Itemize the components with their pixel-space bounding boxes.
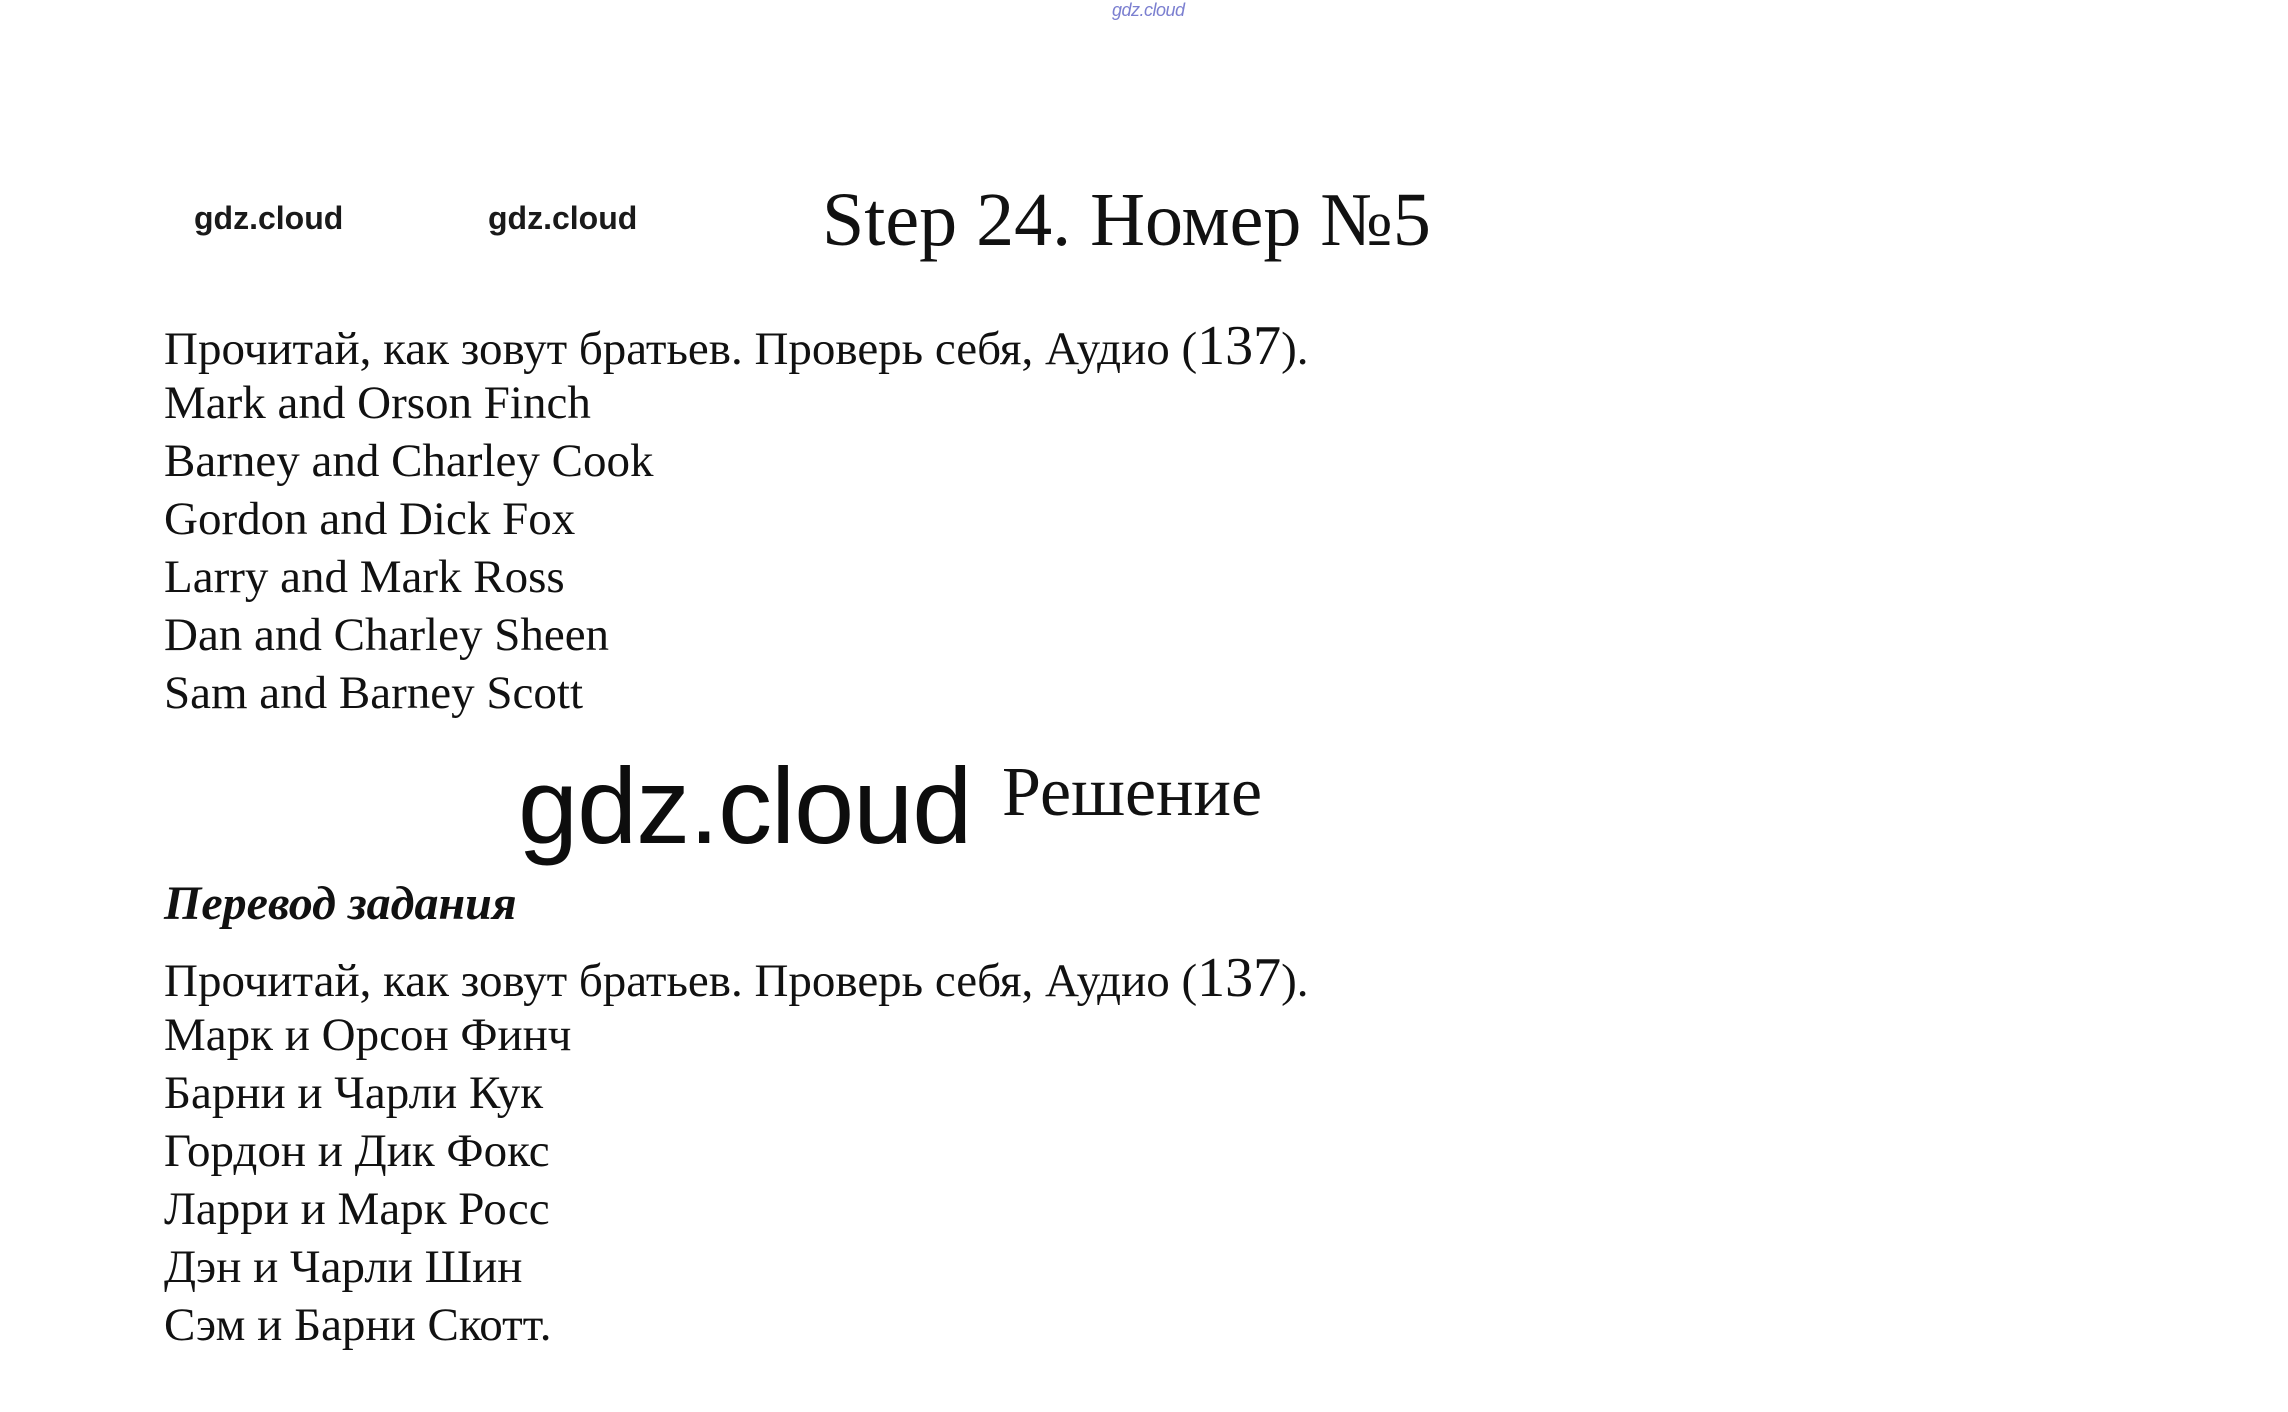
task-name-line-1: Mark and Orson Finch (164, 377, 591, 429)
task-name-line-4: Larry and Mark Ross (164, 551, 565, 603)
task-instruction-suffix: ). (1281, 323, 1309, 375)
watermark-small-left: gdz.cloud (194, 200, 344, 236)
task-instruction-prefix: Прочитай, как зовут братьев. Проверь себя, Аудио ( (164, 323, 1198, 375)
task-name-line-3: Gordon and Dick Fox (164, 493, 576, 545)
task-name-line-6: Sam and Barney Scott (164, 667, 584, 719)
translation-name-line-3: Гордон и Дик Фокс (164, 1125, 550, 1177)
translation-name-line-2: Барни и Чарли Кук (164, 1067, 544, 1119)
translation-instruction-suffix: ). (1281, 955, 1309, 1007)
translation-instruction (164, 947, 1309, 1009)
task-instruction-number: 137 (1197, 315, 1282, 377)
translation-name-line-6: Сэм и Барни Скотт. (164, 1299, 552, 1351)
translation-name-line-5: Дэн и Чарли Шин (164, 1241, 523, 1293)
task-instruction (164, 315, 1309, 377)
translation-heading: Перевод задания (164, 877, 517, 930)
solution-heading: Решение (1002, 754, 1263, 831)
translation-name-line-1: Марк и Орсон Финч (164, 1009, 572, 1061)
task-name-line-2: Barney and Charley Cook (164, 435, 654, 487)
translation-instruction-number: 137 (1197, 947, 1282, 1009)
watermark-large: gdz.cloud (518, 745, 972, 866)
watermark-small-right: gdz.cloud (488, 200, 638, 236)
task-name-line-5: Dan and Charley Sheen (164, 609, 610, 661)
watermark-top: gdz.cloud (1112, 0, 1185, 20)
translation-name-line-4: Ларри и Марк Росс (164, 1183, 550, 1235)
translation-instruction-prefix: Прочитай, как зовут братьев. Проверь себя, Аудио ( (164, 955, 1198, 1007)
page-title: Step 24. Номер №5 (822, 178, 1431, 262)
